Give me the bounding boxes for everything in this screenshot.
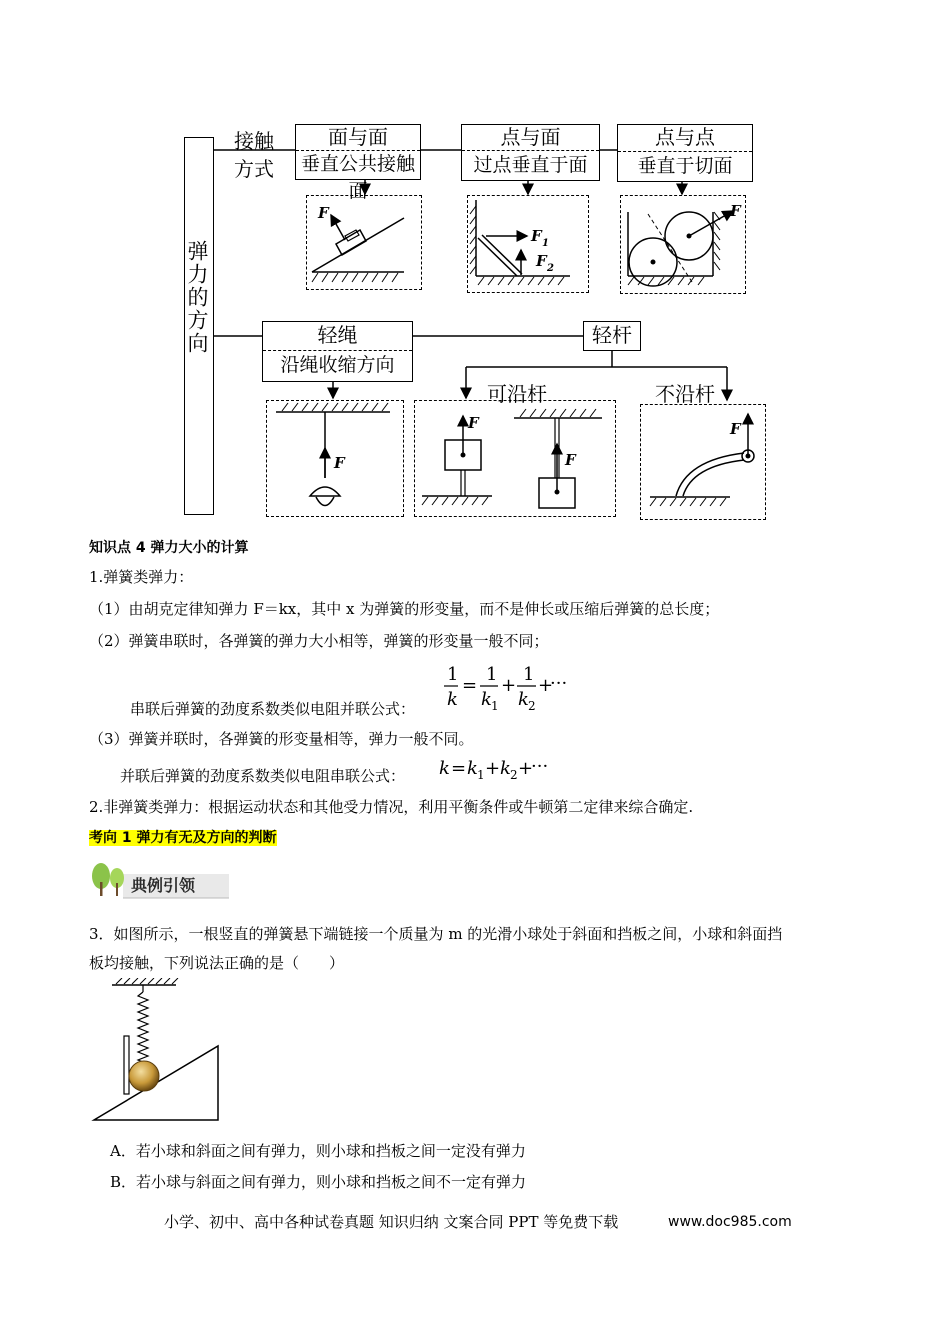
formula-one: 1 — [486, 664, 498, 685]
rod-along-label: 可沿杆 — [487, 382, 547, 406]
parallel-text: 并联后弹簧的劲度系数类似电阻串联公式： — [120, 767, 406, 785]
baffle — [124, 1036, 129, 1094]
series-text: 串联后弹簧的劲度系数类似电阻并联公式： — [130, 700, 416, 718]
item-2: 2.非弹簧类弹力：根据运动状态和其他受力情况，利用平衡条件或牛顿第二定律来综合确定. — [89, 798, 694, 816]
rod-title: 轻杆 — [592, 323, 632, 347]
rod-hang-drawing — [514, 409, 602, 508]
hanging-lamp-drawing — [276, 403, 390, 506]
formula-sub2: 2 — [528, 699, 536, 713]
formula-one: 1 — [523, 664, 535, 685]
formula-plus: + — [518, 758, 534, 779]
ball — [129, 1061, 159, 1091]
rod-not-along-label: 不沿杆 — [655, 382, 715, 406]
option-b[interactable]: B．若小球与斜面之间有弹力，则小球和挡板之间不一定有弹力 — [110, 1173, 527, 1191]
question-line-2: 板均接触，下列说法正确的是（ ） — [89, 954, 345, 972]
point-point-subtitle: 垂直于切面 — [637, 155, 733, 177]
rod-support-drawing — [422, 416, 492, 505]
formula-one: 1 — [447, 664, 459, 685]
side-title: 弹力的方向 — [185, 240, 209, 355]
rope-subtitle: 沿绳收缩方向 — [280, 354, 395, 376]
force-label: F — [565, 451, 576, 469]
force-label: F — [730, 420, 741, 438]
series-formula — [440, 658, 590, 718]
point-surface-subtitle: 过点垂直于面 — [473, 154, 588, 176]
illustration-drawings — [0, 0, 950, 540]
footer-text: 小学、初中、高中各种试卷真题 知识归纳 文案合同 PPT 等免费下载 — [164, 1213, 619, 1231]
contact-label-line1: 接触 — [234, 129, 274, 153]
surface-surface-title: 面与面 — [328, 125, 388, 149]
force-label: F — [334, 454, 345, 472]
formula-k2: k — [518, 689, 529, 710]
parallel-formula — [437, 753, 577, 785]
formula-k: k — [439, 758, 450, 779]
item-1: 1.弹簧类弹力： — [89, 568, 194, 586]
formula-eq: = — [462, 675, 478, 696]
force-label: F — [536, 252, 547, 270]
formula-k: k — [447, 689, 458, 710]
formula-sub1: 1 — [477, 768, 485, 782]
example-badge-label: 典例引领 — [131, 876, 196, 895]
force-label-sub: 1 — [542, 238, 549, 249]
incline-block-drawing — [312, 215, 404, 282]
force-label-sub: 2 — [547, 263, 554, 274]
formula-sub2: 2 — [510, 768, 518, 782]
formula-plus: + — [485, 758, 501, 779]
example-badge — [89, 862, 231, 900]
option-a[interactable]: A．若小球和斜面之间有弹力，则小球和挡板之间一定没有弹力 — [110, 1142, 526, 1160]
exam-direction-text: 考向 1 弹力有无及方向的判断 — [89, 830, 277, 846]
rope-title: 轻绳 — [317, 323, 358, 347]
surface-surface-subtitle: 垂直公共接触面 — [300, 153, 415, 202]
force-label: F — [318, 204, 329, 222]
formula-k1: k — [481, 689, 492, 710]
force-label: F — [531, 227, 542, 245]
formula-k2: k — [500, 758, 511, 779]
formula-sub1: 1 — [491, 699, 499, 713]
item-1-1: （1）由胡克定律知弹力 F＝kx，其中 x 为弹簧的形变量，而不是伸长或压缩后弹簧的总长度； — [89, 600, 720, 618]
question-line-1: 3．如图所示，一根竖直的弹簧悬下端链接一个质量为 m 的光滑小球处于斜面和挡板之间，小球和斜面挡 — [89, 925, 783, 943]
force-label: F — [468, 414, 479, 432]
contact-label-line2: 方式 — [234, 157, 274, 181]
formula-dots: ··· — [531, 756, 549, 777]
footer-url[interactable]: www.doc985.com — [668, 1214, 792, 1230]
formula-dots: ··· — [550, 673, 568, 694]
formula-plus: + — [538, 675, 554, 696]
ladder-corner-drawing — [470, 200, 570, 285]
formula-plus: + — [501, 675, 517, 696]
point-point-title: 点与点 — [655, 125, 715, 149]
spring-ball-incline-figure — [88, 978, 228, 1126]
section-heading: 知识点 4 弹力大小的计算 — [89, 540, 249, 556]
two-balls-drawing — [628, 211, 733, 286]
item-1-3: （3）弹簧并联时，各弹簧的形变量相等，弹力一般不同。 — [89, 730, 474, 748]
point-surface-title: 点与面 — [500, 125, 561, 149]
item-1-2: （2）弹簧串联时，各弹簧的弹力大小相等，弹簧的形变量一般不同； — [89, 632, 549, 650]
exam-direction-heading — [89, 828, 277, 848]
formula-eq: = — [451, 758, 467, 779]
formula-k1: k — [467, 758, 478, 779]
force-label: F — [730, 202, 741, 220]
